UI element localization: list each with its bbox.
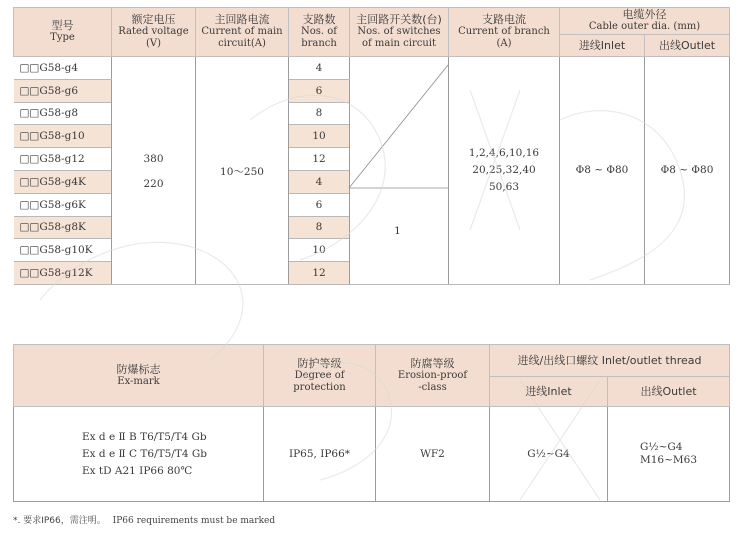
branch-current-line-3: 50,63 [488,180,520,193]
header-outlet-label: 出线Outlet [658,38,716,52]
exmark-line: Ex tD A21 IP66 80℃ [82,464,193,477]
thread-outlet-cell [608,407,730,502]
header-exmark [14,345,264,407]
header-thread [490,345,730,377]
row-type: □□G58-g12 [14,148,112,171]
row-type: □□G58-g6 [14,79,112,102]
row-type: □□G58-g4K [14,170,112,193]
exmark-cell [14,407,264,502]
branch-current-line-1: 1,2,4,6,10,16 [468,146,540,159]
branch-current-line-2: 20,25,32,40 [472,163,536,176]
header-voltage [112,8,196,57]
header-cable-en: Cable outer dia. (mm) [588,21,701,32]
header-branch-current-en1: Current of branch [458,26,550,37]
voltage-value-1: 380 [143,153,164,166]
row-branch: 6 [289,79,350,102]
header-branches-en2: branch [301,38,337,49]
header-cable-cn: 电缆外径 [622,8,667,21]
header-type [14,8,112,57]
thread-outlet-value-2: M16~M63 [640,454,698,466]
row-branch: 10 [289,239,350,262]
header-type-en: Type [50,32,75,43]
current-cell [196,57,289,285]
row-branch: 10 [289,125,350,148]
thread-inlet-cell [490,407,608,502]
header-exmark-en: Ex-mark [117,375,160,387]
header-inlet-label: 进线Inlet [578,38,626,52]
footnote-cn: *. 要求IP66，需注明。 [13,516,106,526]
switches-value: 1 [394,225,401,237]
header-current-en1: Current of main [201,26,283,37]
row-type: □□G58-g6K [14,193,112,216]
header-thread-outlet [608,377,730,407]
footnote-en: IP66 requirements must be marked [112,516,276,526]
row-branch: 4 [289,170,350,193]
spec-table [13,7,730,285]
protection-cell [264,407,376,502]
header-branches-cn: 支路数 [302,13,336,26]
header-protection-en1: Degree of [294,369,345,381]
thread-inlet-value: G½~G4 [527,448,570,460]
exmark-table [13,344,730,502]
header-type-cn: 型号 [51,19,74,32]
protection-value: IP65, IP66* [288,448,351,460]
header-switches [350,8,449,57]
header-branch-current-en2: (A) [496,38,512,49]
header-switches-en1: Nos. of switches [357,26,441,37]
header-erosion-en2: -class [418,381,447,393]
header-current [196,8,289,57]
outlet-cell [645,57,730,285]
footnote [13,513,275,526]
header-switches-en2: of main circuit [362,38,436,49]
header-branch-current [449,8,560,57]
header-erosion-en1: Erosion-proof [397,369,468,381]
header-protection [264,345,376,407]
row-branch: 12 [289,148,350,171]
header-voltage-en2: (V) [145,38,162,49]
header-thread-label: 进线/出线口螺纹 Inlet/outlet thread [517,353,702,367]
header-thread-inlet [490,377,608,407]
exmark-line: Ex d e Ⅱ B T6/T5/T4 Gb [82,430,207,443]
row-branch: 8 [289,102,350,125]
inlet-value: Φ8 ~ Φ80 [575,163,629,176]
voltage-cell [112,57,196,285]
header-exmark-cn: 防爆标志 [116,362,161,376]
header-branches [289,8,350,57]
header-current-en2: circuit(A) [218,38,266,49]
header-protection-en2: protection [293,381,346,393]
branch-current-cell [449,57,560,285]
thread-outlet-value-1: G½~G4 [640,441,683,453]
header-current-cn: 主回路电流 [214,13,270,26]
header-protection-cn: 防护等级 [297,356,342,370]
row-branch: 4 [289,57,350,80]
header-branches-en1: Nos. of [301,26,337,37]
header-cable [560,8,730,35]
row-branch: 6 [289,193,350,216]
row-type: □□G58-g8 [14,102,112,125]
row-type: □□G58-g4 [14,57,112,80]
header-switches-cn: 主回路开关数(台) [356,13,442,26]
header-outlet [645,35,730,57]
voltage-value-2: 220 [143,178,164,191]
row-type: □□G58-g8K [14,216,112,239]
current-value: 10～250 [220,165,264,178]
header-inlet [560,35,645,57]
row-type: □□G58-g10 [14,125,112,148]
header-voltage-en1: Rated voltage [118,26,189,37]
erosion-value: WF2 [420,448,445,460]
header-branch-current-cn: 支路电流 [482,13,526,26]
switches-cell [350,57,449,285]
header-thread-inlet-label: 进线Inlet [525,384,572,398]
erosion-cell [376,407,490,502]
row-branch: 12 [289,262,350,285]
exmark-line: Ex d e Ⅱ C T6/T5/T4 Gb [82,447,207,460]
row-type: □□G58-g12K [14,262,112,285]
inlet-cell [560,57,645,285]
header-voltage-cn: 额定电压 [131,13,176,26]
outlet-value: Φ8 ~ Φ80 [660,163,714,176]
header-erosion [376,345,490,407]
header-erosion-cn: 防腐等级 [410,356,455,370]
row-type: □□G58-g10K [14,239,112,262]
header-thread-outlet-label: 出线Outlet [640,384,697,398]
row-branch: 8 [289,216,350,239]
